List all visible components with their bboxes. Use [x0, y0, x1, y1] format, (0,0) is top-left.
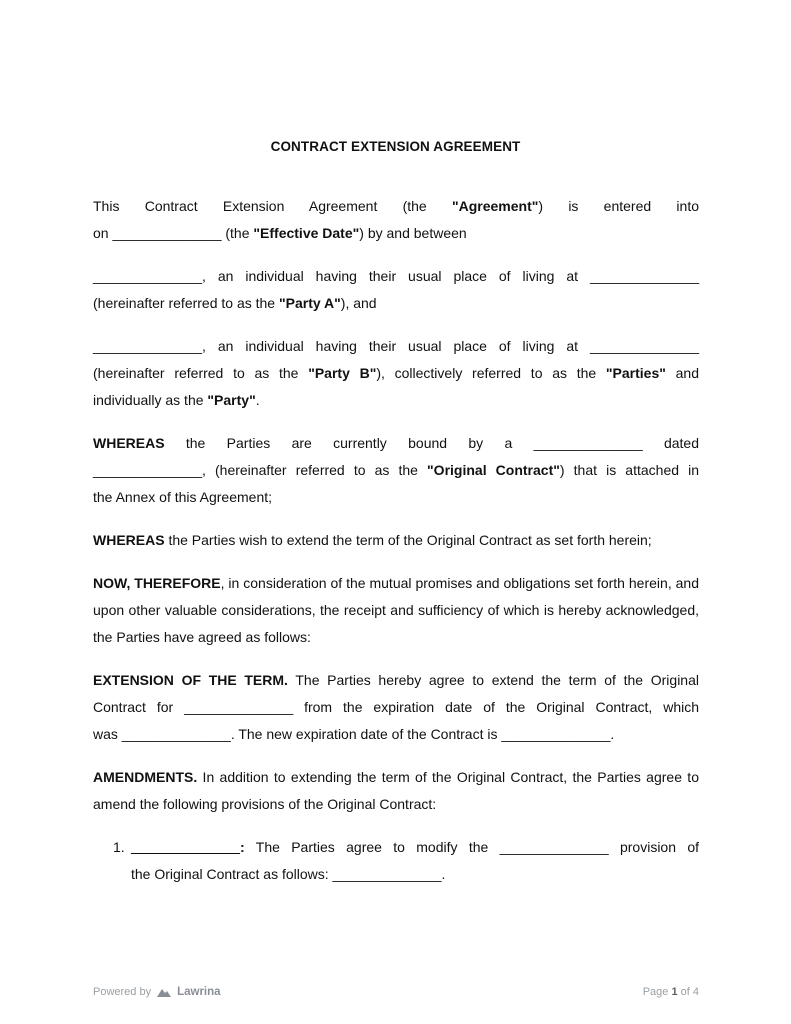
provision-blank[interactable]: ______________	[499, 839, 609, 855]
contract-date-blank[interactable]: ______________	[93, 462, 203, 478]
powered-by[interactable]: Powered by Lawrina	[93, 986, 221, 998]
whereas-bound-paragraph: WHEREAS the Parties are currently bound by a ______________ dated ______________, (hereinafter referred to as the "Original Contract") that is attached in the Annex of this Agreement;	[93, 435, 700, 505]
modification-blank[interactable]: ______________	[332, 866, 442, 882]
party-b-address-blank[interactable]: ______________	[589, 338, 699, 354]
new-expiration-blank[interactable]: ______________	[501, 726, 611, 742]
contract-type-blank[interactable]: ______________	[533, 435, 643, 451]
amendments-paragraph: AMENDMENTS. In addition to extending the term of the Original Contract, the Parties agree to amend the following provisions of the Original Contract:	[93, 769, 699, 812]
page-indicator: Page 1 of 4	[642, 986, 699, 998]
document-title: CONTRACT EXTENSION AGREEMENT	[270, 139, 521, 154]
lawrina-logo-icon	[156, 987, 172, 998]
party-b-paragraph: ______________, an individual having their usual place of living at ______________ (hereinafter referred to as the "Party B"), collectively referred to as the "Parties" and individually as the "Party".	[93, 338, 699, 408]
party-a-paragraph: ______________, an individual having their usual place of living at ______________ (hereinafter referred to as the "Party A"), and	[93, 268, 699, 311]
list-number: 1.	[113, 839, 125, 855]
extension-period-blank[interactable]: ______________	[184, 699, 294, 715]
party-b-name-blank[interactable]: ______________	[93, 338, 203, 354]
party-a-address-blank[interactable]: ______________	[589, 268, 699, 284]
party-a-name-blank[interactable]: ______________	[93, 268, 203, 284]
effective-date-blank[interactable]: ______________	[112, 225, 222, 241]
old-expiration-blank[interactable]: ______________	[121, 726, 231, 742]
amendment-title-blank[interactable]: ______________	[131, 839, 241, 855]
whereas-extend-paragraph: WHEREAS the Parties wish to extend the term of the Original Contract as set forth herein;	[93, 532, 652, 548]
brand-name: Lawrina	[177, 986, 221, 998]
extension-term-paragraph: EXTENSION OF THE TERM. The Parties hereby agree to extend the term of the Original Contract for ______________ from the expiration date of the Original Contract, which was ______________. The new expiration date of the Contract is ______________.	[93, 672, 699, 742]
amendment-list-item: 1. ______________: The Parties agree to modify the ______________ provision of the Original Contract as follows: ______________.	[93, 834, 699, 888]
document-body	[93, 193, 699, 888]
intro-paragraph: This Contract Extension Agreement (the "Agreement") is entered into on ______________ (the "Effective Date") by and between	[93, 198, 699, 241]
now-therefore-paragraph: NOW, THEREFORE, in consideration of the mutual promises and obligations set forth herein, and upon other valuable considerations, the receipt and sufficiency of which is hereby acknowledged, the Parties have agreed as follows:	[93, 575, 699, 645]
